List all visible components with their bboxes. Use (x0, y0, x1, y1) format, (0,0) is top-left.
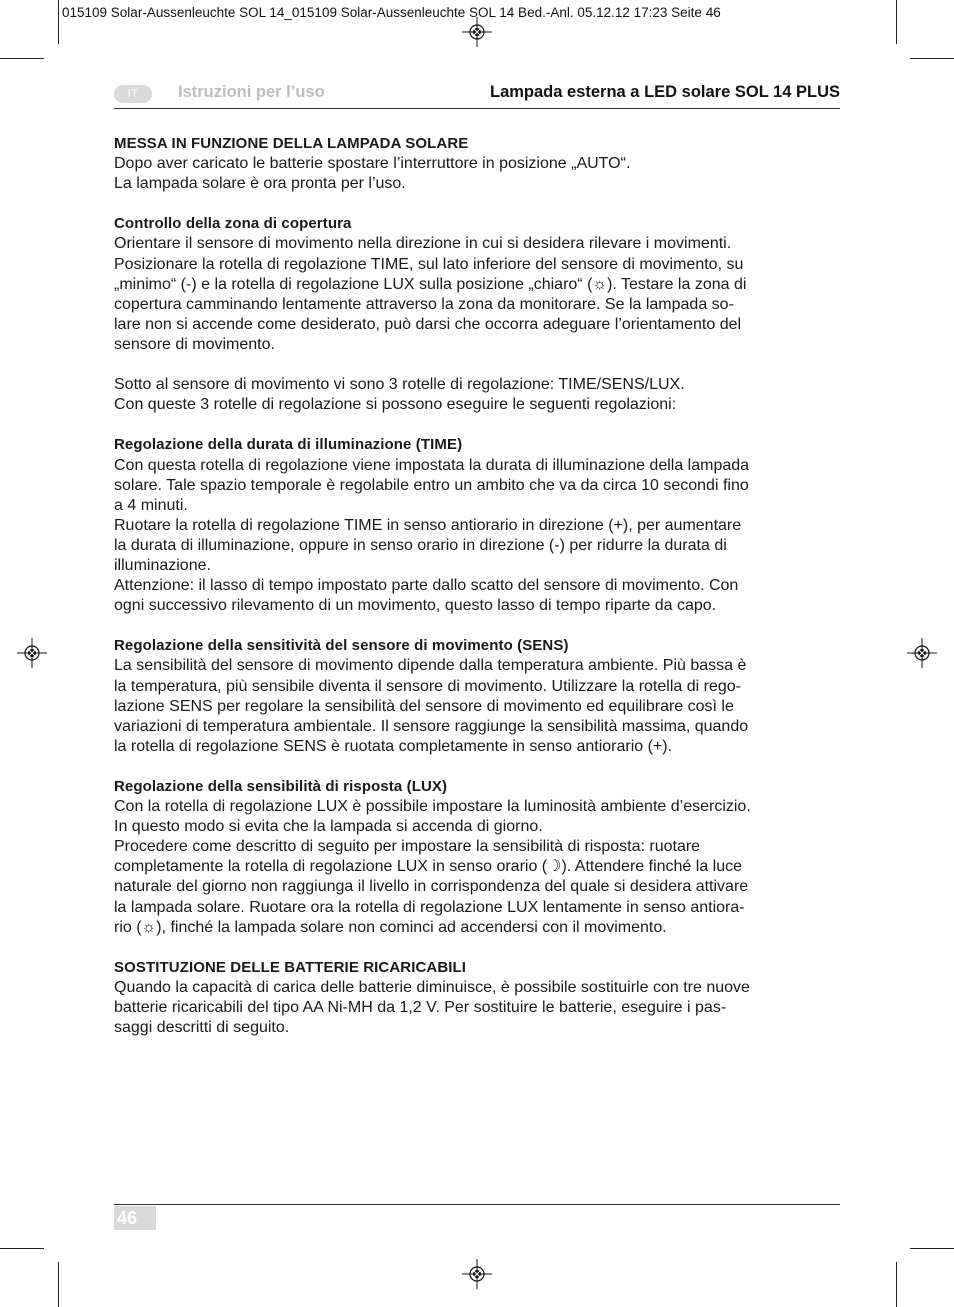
registration-mark-icon (907, 638, 937, 668)
paragraph-line: In questo modo si evita che la lampada si accenda di giorno. (114, 818, 543, 836)
section-heading: Controllo della zona di copertura (114, 215, 352, 233)
registration-mark-icon (17, 638, 47, 668)
paragraph-line: illuminazione. (114, 556, 211, 574)
paragraph-line: Sotto al sensore di movimento vi sono 3 rotelle di regolazione: TIME/SENS/LUX. (114, 376, 685, 394)
running-header (114, 82, 840, 109)
paragraph-line: copertura camminando lentamente attraverso la zona da monitorare. Se la lampada so- (114, 295, 734, 313)
paragraph-line: lare non si accende come desiderato, può darsi che occorra adeguare l’orientamento del (114, 315, 742, 333)
paragraph-line: ogni successivo rilevamento di un movimento, questo lasso di tempo riparte da capo. (114, 597, 717, 615)
body-content (114, 134, 844, 1058)
paragraph-line: rio (☼), finché la lampada solare non cominci ad accendersi con il movimento. (114, 918, 667, 936)
section-adjustment-wheels (114, 375, 844, 415)
registration-mark-icon (462, 1259, 492, 1289)
page-number: 46 (114, 1206, 156, 1230)
paragraph-line: naturale del giorno non raggiunga il livello in corrispondenza del quale si desidera attivare (114, 878, 749, 896)
crop-mark-bottom-right-v (896, 1262, 897, 1307)
section-sens (114, 636, 844, 757)
paragraph-line: Con la rotella di regolazione LUX è possibile impostare la luminosità ambiente d’esercizio. (114, 798, 751, 816)
paragraph-line: la rotella di regolazione SENS è ruotata completamente in senso antiorario (+). (114, 737, 673, 755)
document-title: Lampada esterna a LED solare SOL 14 PLUS (490, 83, 840, 101)
paragraph-line: lazione SENS per regolare la sensibilità del sensore di movimento ed equilibrare così le (114, 697, 734, 715)
section-heading: SOSTITUZIONE DELLE BATTERIE RICARICABILI (114, 958, 467, 976)
section-heading: Regolazione della durata di illuminazione (TIME) (114, 436, 463, 454)
paragraph-line: Attenzione: il lasso di tempo impostato parte dallo scatto del sensore di movimento. Con (114, 577, 739, 595)
paragraph-line: solare. Tale spazio temporale è regolabile entro un ambito che va da circa 10 secondi fino (114, 476, 749, 494)
paragraph-line: Orientare il sensore di movimento nella direzione in cui si desidera rilevare i movimenti. (114, 235, 732, 253)
paragraph-line: Quando la capacità di carica delle batterie diminuisce, è possibile sostituirle con tre nuove (114, 978, 750, 996)
paragraph-line: „minimo“ (-) e la rotella di regolazione LUX sulla posizione „chiaro“ (☼). Testare la zona di (114, 275, 747, 293)
section-coverage-check (114, 214, 844, 355)
crop-mark-top-right-v (896, 0, 897, 44)
paragraph-line: Con questa rotella di regolazione viene impostata la durata di illuminazione della lampada (114, 456, 750, 474)
section-lux (114, 777, 844, 938)
paragraph-line: la durata di illuminazione, oppure in senso orario in direzione (-) per ridurre la durata di (114, 536, 727, 554)
paragraph-line: la lampada solare. Ruotare ora la rotella di regolazione LUX lentamente in senso antiora- (114, 898, 745, 916)
section-commissioning (114, 134, 844, 194)
paragraph-line: completamente la rotella di regolazione LUX in senso orario (☽). Attendere finché la luce (114, 858, 743, 876)
crop-mark-top-left-v (58, 0, 59, 44)
paragraph-line: a 4 minuti. (114, 496, 188, 514)
language-badge: IT (114, 85, 152, 103)
crop-mark-top-right-h (910, 58, 954, 59)
footer-rule (114, 1204, 840, 1205)
paragraph-line: Ruotare la rotella di regolazione TIME in senso antiorario in direzione (+), per aumentare (114, 516, 742, 534)
section-label: Istruzioni per l’uso (178, 83, 325, 101)
paragraph-line: Con queste 3 rotelle di regolazione si possono eseguire le seguenti regolazioni: (114, 396, 677, 414)
section-heading: MESSA IN FUNZIONE DELLA LAMPADA SOLARE (114, 135, 469, 152)
paragraph-line: La lampada solare è ora pronta per l’uso. (114, 175, 406, 193)
paragraph-line: Dopo aver caricato le batterie spostare l’interruttore in posizione „AUTO“. (114, 155, 631, 173)
section-battery-replacement (114, 958, 844, 1038)
paragraph-line: Posizionare la rotella di regolazione TIME, sul lato inferiore del sensore di movimento, su (114, 255, 744, 273)
section-time (114, 435, 844, 616)
paragraph-line: batterie ricaricabili del tipo AA Ni-MH da 1,2 V. Per sostituire le batterie, eseguire i pas- (114, 999, 727, 1017)
crop-mark-bottom-left-h (0, 1248, 44, 1249)
section-heading: Regolazione della sensitività del sensore di movimento (SENS) (114, 637, 569, 655)
paragraph-line: saggi descritti di seguito. (114, 1019, 290, 1037)
paragraph-line: la temperatura, più sensibile diventa il sensore di movimento. Utilizzare la rotella di rego- (114, 677, 741, 695)
print-slug: 015109 Solar-Aussenleuchte SOL 14_015109 Solar-Aussenleuchte SOL 14 Bed.-Anl. 05.12.12 17:23 Seite 46 (62, 5, 721, 20)
section-heading: Regolazione della sensibilità di risposta (LUX) (114, 778, 448, 795)
paragraph-line: La sensibilità del sensore di movimento dipende dalla temperatura ambiente. Più bassa è (114, 657, 747, 675)
registration-mark-icon (462, 17, 492, 47)
crop-mark-top-left-h (0, 58, 44, 59)
crop-mark-bottom-right-h (910, 1248, 954, 1249)
paragraph-line: variazioni di temperatura ambientale. Il sensore raggiunge la sensibilità massima, quando (114, 717, 749, 735)
crop-mark-bottom-left-v (58, 1262, 59, 1307)
paragraph-line: sensore di movimento. (114, 335, 275, 353)
paragraph-line: Procedere come descritto di seguito per impostare la sensibilità di risposta: ruotare (114, 838, 701, 856)
